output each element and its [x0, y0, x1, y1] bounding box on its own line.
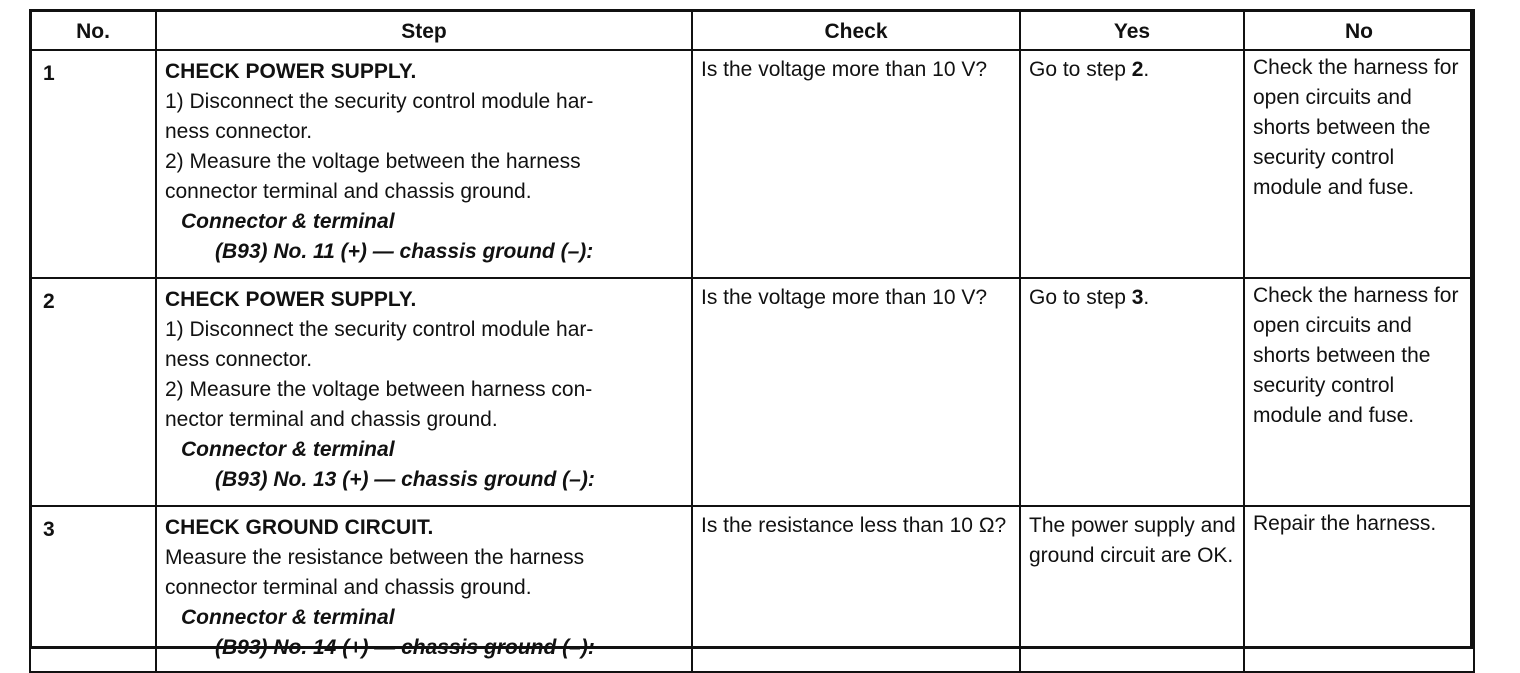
- step-line: Measure the resistance between the harness: [165, 546, 585, 569]
- no-cell: Check the harness for open circuits and shorts between the security control module and fuse.: [1244, 50, 1474, 278]
- step-line: 1) Disconnect the security control module har-: [165, 318, 594, 341]
- diagnostic-table: [29, 9, 1475, 673]
- yes-prefix: Go to step: [1029, 286, 1132, 309]
- yes-cell: The power supply and ground circuit are OK.: [1020, 506, 1244, 672]
- connector-terminal: (B93) No. 14 (+) — chassis ground (–):: [215, 636, 595, 659]
- yes-step-link: 2: [1131, 58, 1144, 81]
- header-no: No.: [30, 10, 156, 50]
- step-line: nector terminal and chassis ground.: [165, 408, 498, 431]
- step-cell: [156, 50, 692, 278]
- step-line: ness connector.: [165, 120, 313, 143]
- yes-cell: [1020, 278, 1244, 506]
- connector-terminal: (B93) No. 11 (+) — chassis ground (–):: [215, 240, 594, 263]
- yes-suffix: .: [1143, 58, 1150, 81]
- step-title: CHECK POWER SUPPLY.: [165, 288, 417, 311]
- step-title: CHECK GROUND CIRCUIT.: [165, 516, 434, 539]
- step-number: 3: [30, 506, 156, 672]
- yes-step-link: 3: [1131, 286, 1144, 309]
- header-step: Step: [156, 10, 692, 50]
- no-cell: Repair the harness.: [1244, 506, 1474, 672]
- connector-label: Connector & terminal: [181, 438, 395, 461]
- check-cell: Is the voltage more than 10 V?: [692, 278, 1020, 506]
- step-title: CHECK POWER SUPPLY.: [165, 60, 417, 83]
- step-number: 1: [30, 50, 156, 278]
- no-cell: Check the harness for open circuits and shorts between the security control module and fuse.: [1244, 278, 1474, 506]
- step-line: ness connector.: [165, 348, 313, 371]
- connector-terminal: (B93) No. 13 (+) — chassis ground (–):: [215, 468, 595, 491]
- table-row: [30, 50, 1474, 278]
- header-yes: Yes: [1020, 10, 1244, 50]
- step-line: connector terminal and chassis ground.: [165, 576, 532, 599]
- yes-prefix: Go to step: [1029, 58, 1132, 81]
- connector-label: Connector & terminal: [181, 210, 395, 233]
- header-row: [30, 10, 1474, 50]
- header-no-answer: No: [1244, 10, 1474, 50]
- header-check: Check: [692, 10, 1020, 50]
- step-cell: [156, 278, 692, 506]
- check-cell: Is the resistance less than 10 Ω?: [692, 506, 1020, 672]
- step-number: 2: [30, 278, 156, 506]
- step-line: 1) Disconnect the security control module har-: [165, 90, 594, 113]
- check-cell: Is the voltage more than 10 V?: [692, 50, 1020, 278]
- yes-suffix: .: [1143, 286, 1150, 309]
- step-cell: [156, 506, 692, 672]
- table-row: [30, 278, 1474, 506]
- step-line: 2) Measure the voltage between harness con-: [165, 378, 593, 401]
- connector-label: Connector & terminal: [181, 606, 395, 629]
- step-line: 2) Measure the voltage between the harness: [165, 150, 581, 173]
- table-row: [30, 506, 1474, 672]
- yes-cell: [1020, 50, 1244, 278]
- step-line: connector terminal and chassis ground.: [165, 180, 532, 203]
